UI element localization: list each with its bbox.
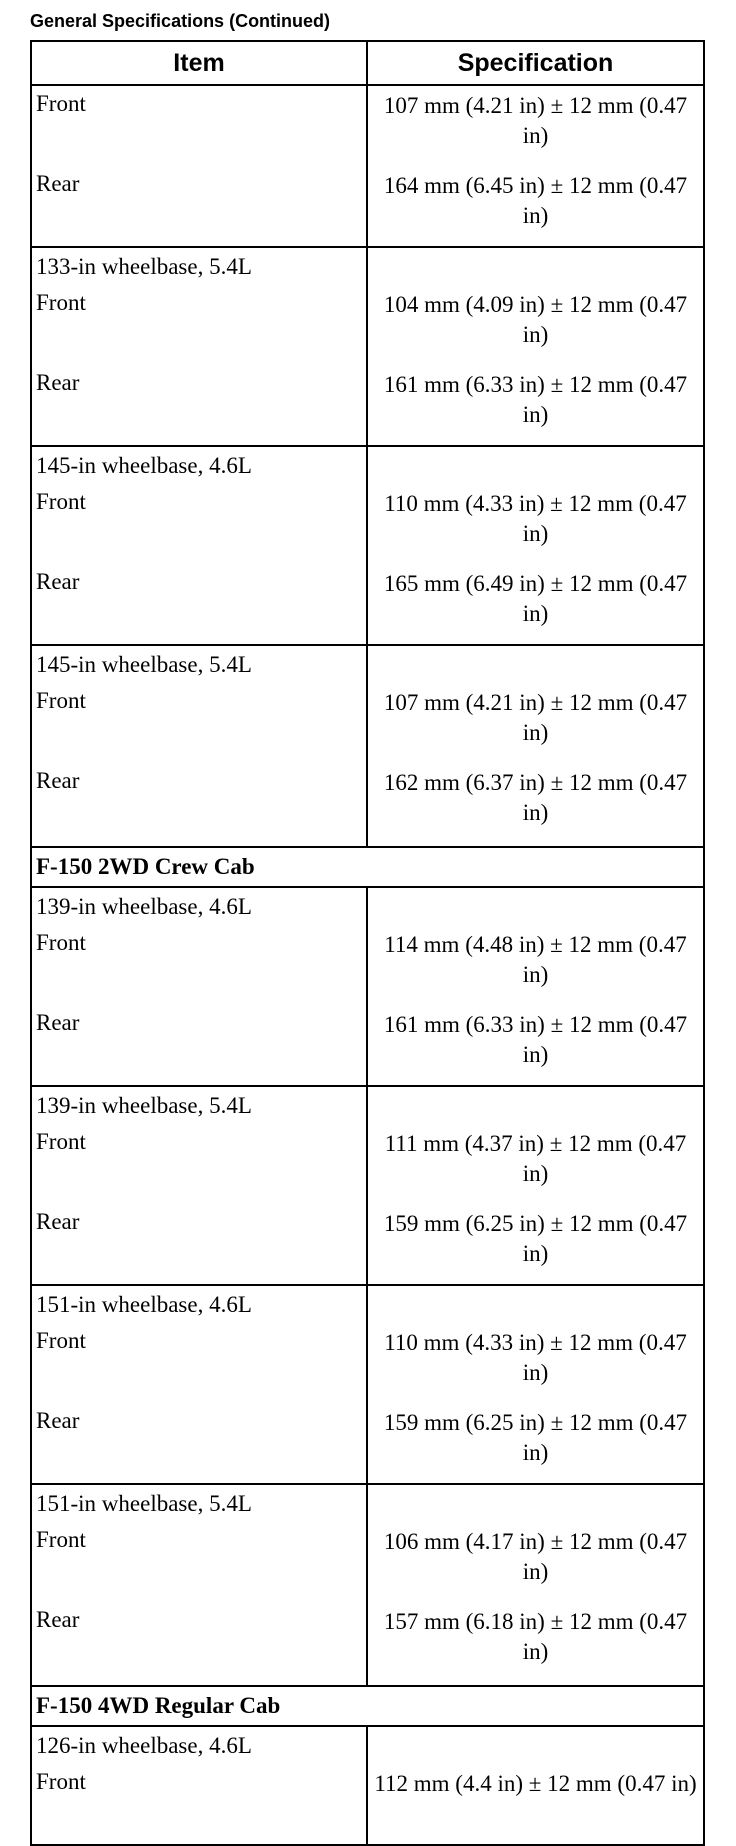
group-spec-cell bbox=[367, 1086, 704, 1124]
group-spec-cell bbox=[367, 1285, 704, 1323]
spec-cell: 114 mm (4.48 in) ± 12 mm (0.47 in) bbox=[367, 925, 704, 1005]
spec-cell: 161 mm (6.33 in) ± 12 mm (0.47 in) bbox=[367, 365, 704, 446]
item-cell: Front bbox=[31, 1522, 367, 1602]
group-header-row bbox=[31, 645, 704, 683]
item-cell: Front bbox=[31, 285, 367, 365]
table-caption: General Specifications (Continued) bbox=[30, 11, 331, 31]
group-spec-cell bbox=[367, 645, 704, 683]
group-header-row bbox=[31, 1726, 704, 1764]
section-row bbox=[31, 847, 704, 887]
spec-cell: 165 mm (6.49 in) ± 12 mm (0.47 in) bbox=[367, 564, 704, 645]
spec-cell: 110 mm (4.33 in) ± 12 mm (0.47 in) bbox=[367, 1323, 704, 1403]
section-title: F-150 4WD Regular Cab bbox=[31, 1686, 704, 1726]
table-row bbox=[31, 1124, 704, 1204]
group-title: 151-in wheelbase, 5.4L bbox=[31, 1484, 367, 1522]
item-cell: Front bbox=[31, 925, 367, 1005]
spec-cell: 159 mm (6.25 in) ± 12 mm (0.47 in) bbox=[367, 1403, 704, 1484]
group-header-row bbox=[31, 247, 704, 285]
spec-cell: 106 mm (4.17 in) ± 12 mm (0.47 in) bbox=[367, 1522, 704, 1602]
item-cell: Front bbox=[31, 85, 367, 166]
table-row bbox=[31, 763, 704, 847]
table-body bbox=[31, 85, 704, 1845]
item-cell: Rear bbox=[31, 1204, 367, 1285]
section-row bbox=[31, 1686, 704, 1726]
table-row bbox=[31, 484, 704, 564]
item-cell: Rear bbox=[31, 365, 367, 446]
item-cell: Front bbox=[31, 683, 367, 763]
item-cell: Front bbox=[31, 1323, 367, 1403]
table-row bbox=[31, 1602, 704, 1686]
table-row bbox=[31, 1403, 704, 1484]
item-cell: Rear bbox=[31, 1403, 367, 1484]
group-header-row bbox=[31, 1484, 704, 1522]
specifications-table bbox=[30, 40, 705, 1846]
table-row bbox=[31, 1005, 704, 1086]
item-cell: Front bbox=[31, 484, 367, 564]
group-spec-cell bbox=[367, 887, 704, 925]
group-title: 145-in wheelbase, 5.4L bbox=[31, 645, 367, 683]
group-spec-cell bbox=[367, 1726, 704, 1764]
item-cell: Rear bbox=[31, 564, 367, 645]
table-row bbox=[31, 166, 704, 247]
specification-column-header: Specification bbox=[367, 41, 704, 85]
group-title: 139-in wheelbase, 4.6L bbox=[31, 887, 367, 925]
item-cell: Rear bbox=[31, 166, 367, 247]
table-row bbox=[31, 85, 704, 166]
group-header-row bbox=[31, 887, 704, 925]
table-row bbox=[31, 365, 704, 446]
group-title: 151-in wheelbase, 4.6L bbox=[31, 1285, 367, 1323]
group-header-row bbox=[31, 1086, 704, 1124]
spec-cell: 162 mm (6.37 in) ± 12 mm (0.47 in) bbox=[367, 763, 704, 847]
group-title: 145-in wheelbase, 4.6L bbox=[31, 446, 367, 484]
spec-cell: 157 mm (6.18 in) ± 12 mm (0.47 in) bbox=[367, 1602, 704, 1686]
table-row bbox=[31, 1764, 704, 1845]
group-title: 133-in wheelbase, 5.4L bbox=[31, 247, 367, 285]
item-cell: Front bbox=[31, 1764, 367, 1845]
group-header-row bbox=[31, 446, 704, 484]
spec-cell: 107 mm (4.21 in) ± 12 mm (0.47 in) bbox=[367, 683, 704, 763]
group-spec-cell bbox=[367, 1484, 704, 1522]
table-row bbox=[31, 925, 704, 1005]
group-spec-cell bbox=[367, 247, 704, 285]
item-column-header: Item bbox=[31, 41, 367, 85]
group-title: 139-in wheelbase, 5.4L bbox=[31, 1086, 367, 1124]
table-row bbox=[31, 1204, 704, 1285]
spec-cell: 161 mm (6.33 in) ± 12 mm (0.47 in) bbox=[367, 1005, 704, 1086]
group-title: 126-in wheelbase, 4.6L bbox=[31, 1726, 367, 1764]
table-row bbox=[31, 1522, 704, 1602]
header-row bbox=[31, 41, 704, 85]
item-cell: Front bbox=[31, 1124, 367, 1204]
section-title: F-150 2WD Crew Cab bbox=[31, 847, 704, 887]
spec-cell: 107 mm (4.21 in) ± 12 mm (0.47 in) bbox=[367, 85, 704, 166]
item-cell: Rear bbox=[31, 1602, 367, 1686]
spec-cell: 111 mm (4.37 in) ± 12 mm (0.47 in) bbox=[367, 1124, 704, 1204]
item-cell: Rear bbox=[31, 763, 367, 847]
table-row bbox=[31, 564, 704, 645]
item-cell: Rear bbox=[31, 1005, 367, 1086]
spec-cell: 159 mm (6.25 in) ± 12 mm (0.47 in) bbox=[367, 1204, 704, 1285]
spec-cell: 112 mm (4.4 in) ± 12 mm (0.47 in) bbox=[367, 1764, 704, 1845]
group-header-row bbox=[31, 1285, 704, 1323]
table-row bbox=[31, 683, 704, 763]
spec-cell: 164 mm (6.45 in) ± 12 mm (0.47 in) bbox=[367, 166, 704, 247]
table-row bbox=[31, 285, 704, 365]
spec-cell: 110 mm (4.33 in) ± 12 mm (0.47 in) bbox=[367, 484, 704, 564]
table-row bbox=[31, 1323, 704, 1403]
group-spec-cell bbox=[367, 446, 704, 484]
spec-cell: 104 mm (4.09 in) ± 12 mm (0.47 in) bbox=[367, 285, 704, 365]
